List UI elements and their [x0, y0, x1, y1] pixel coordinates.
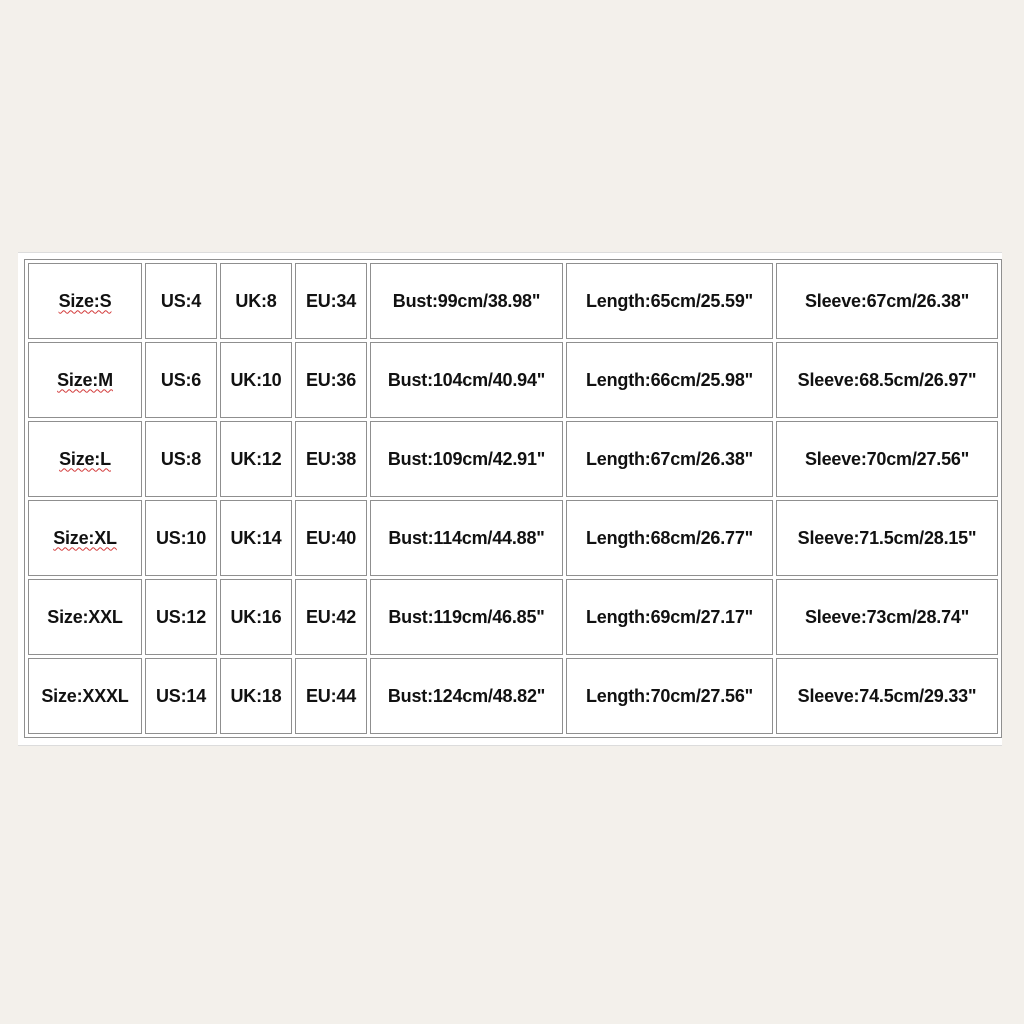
length-cell: Length:66cm/25.98" [566, 342, 773, 418]
sleeve-cell: Sleeve:68.5cm/26.97" [776, 342, 998, 418]
length-cell: Length:68cm/26.77" [566, 500, 773, 576]
uk-size-cell: UK:14 [220, 500, 292, 576]
bust-cell: Bust:119cm/46.85" [370, 579, 563, 655]
eu-size-cell: EU:38 [295, 421, 367, 497]
table-row [28, 579, 998, 655]
us-size-cell: US:6 [145, 342, 217, 418]
size-cell: Size:XXL [28, 579, 142, 655]
sleeve-cell: Sleeve:71.5cm/28.15" [776, 500, 998, 576]
length-cell: Length:67cm/26.38" [566, 421, 773, 497]
uk-size-cell: UK:18 [220, 658, 292, 734]
bust-cell: Bust:99cm/38.98" [370, 263, 563, 339]
us-size-cell: US:14 [145, 658, 217, 734]
sleeve-cell: Sleeve:74.5cm/29.33" [776, 658, 998, 734]
table-row [28, 263, 998, 339]
eu-size-cell: EU:36 [295, 342, 367, 418]
size-chart-sheet [18, 252, 1002, 746]
size-chart-table [24, 259, 1002, 738]
bust-cell: Bust:114cm/44.88" [370, 500, 563, 576]
us-size-cell: US:10 [145, 500, 217, 576]
size-cell [28, 342, 142, 418]
us-size-cell: US:8 [145, 421, 217, 497]
uk-size-cell: UK:10 [220, 342, 292, 418]
size-cell [28, 500, 142, 576]
us-size-cell: US:4 [145, 263, 217, 339]
size-cell [28, 421, 142, 497]
bust-cell: Bust:104cm/40.94" [370, 342, 563, 418]
eu-size-cell: EU:40 [295, 500, 367, 576]
size-label: Size:L [59, 448, 111, 469]
table-row [28, 658, 998, 734]
uk-size-cell: UK:8 [220, 263, 292, 339]
size-label: Size:S [58, 290, 112, 311]
eu-size-cell: EU:44 [295, 658, 367, 734]
eu-size-cell: EU:42 [295, 579, 367, 655]
eu-size-cell: EU:34 [295, 263, 367, 339]
us-size-cell: US:12 [145, 579, 217, 655]
sleeve-cell: Sleeve:67cm/26.38" [776, 263, 998, 339]
table-row [28, 421, 998, 497]
length-cell: Length:69cm/27.17" [566, 579, 773, 655]
size-label: Size:XL [53, 527, 117, 548]
length-cell: Length:70cm/27.56" [566, 658, 773, 734]
table-row [28, 500, 998, 576]
sleeve-cell: Sleeve:70cm/27.56" [776, 421, 998, 497]
size-label: Size:M [57, 369, 113, 390]
table-row [28, 342, 998, 418]
length-cell: Length:65cm/25.59" [566, 263, 773, 339]
uk-size-cell: UK:12 [220, 421, 292, 497]
size-cell: Size:XXXL [28, 658, 142, 734]
size-cell [28, 263, 142, 339]
bust-cell: Bust:124cm/48.82" [370, 658, 563, 734]
sleeve-cell: Sleeve:73cm/28.74" [776, 579, 998, 655]
bust-cell: Bust:109cm/42.91" [370, 421, 563, 497]
uk-size-cell: UK:16 [220, 579, 292, 655]
